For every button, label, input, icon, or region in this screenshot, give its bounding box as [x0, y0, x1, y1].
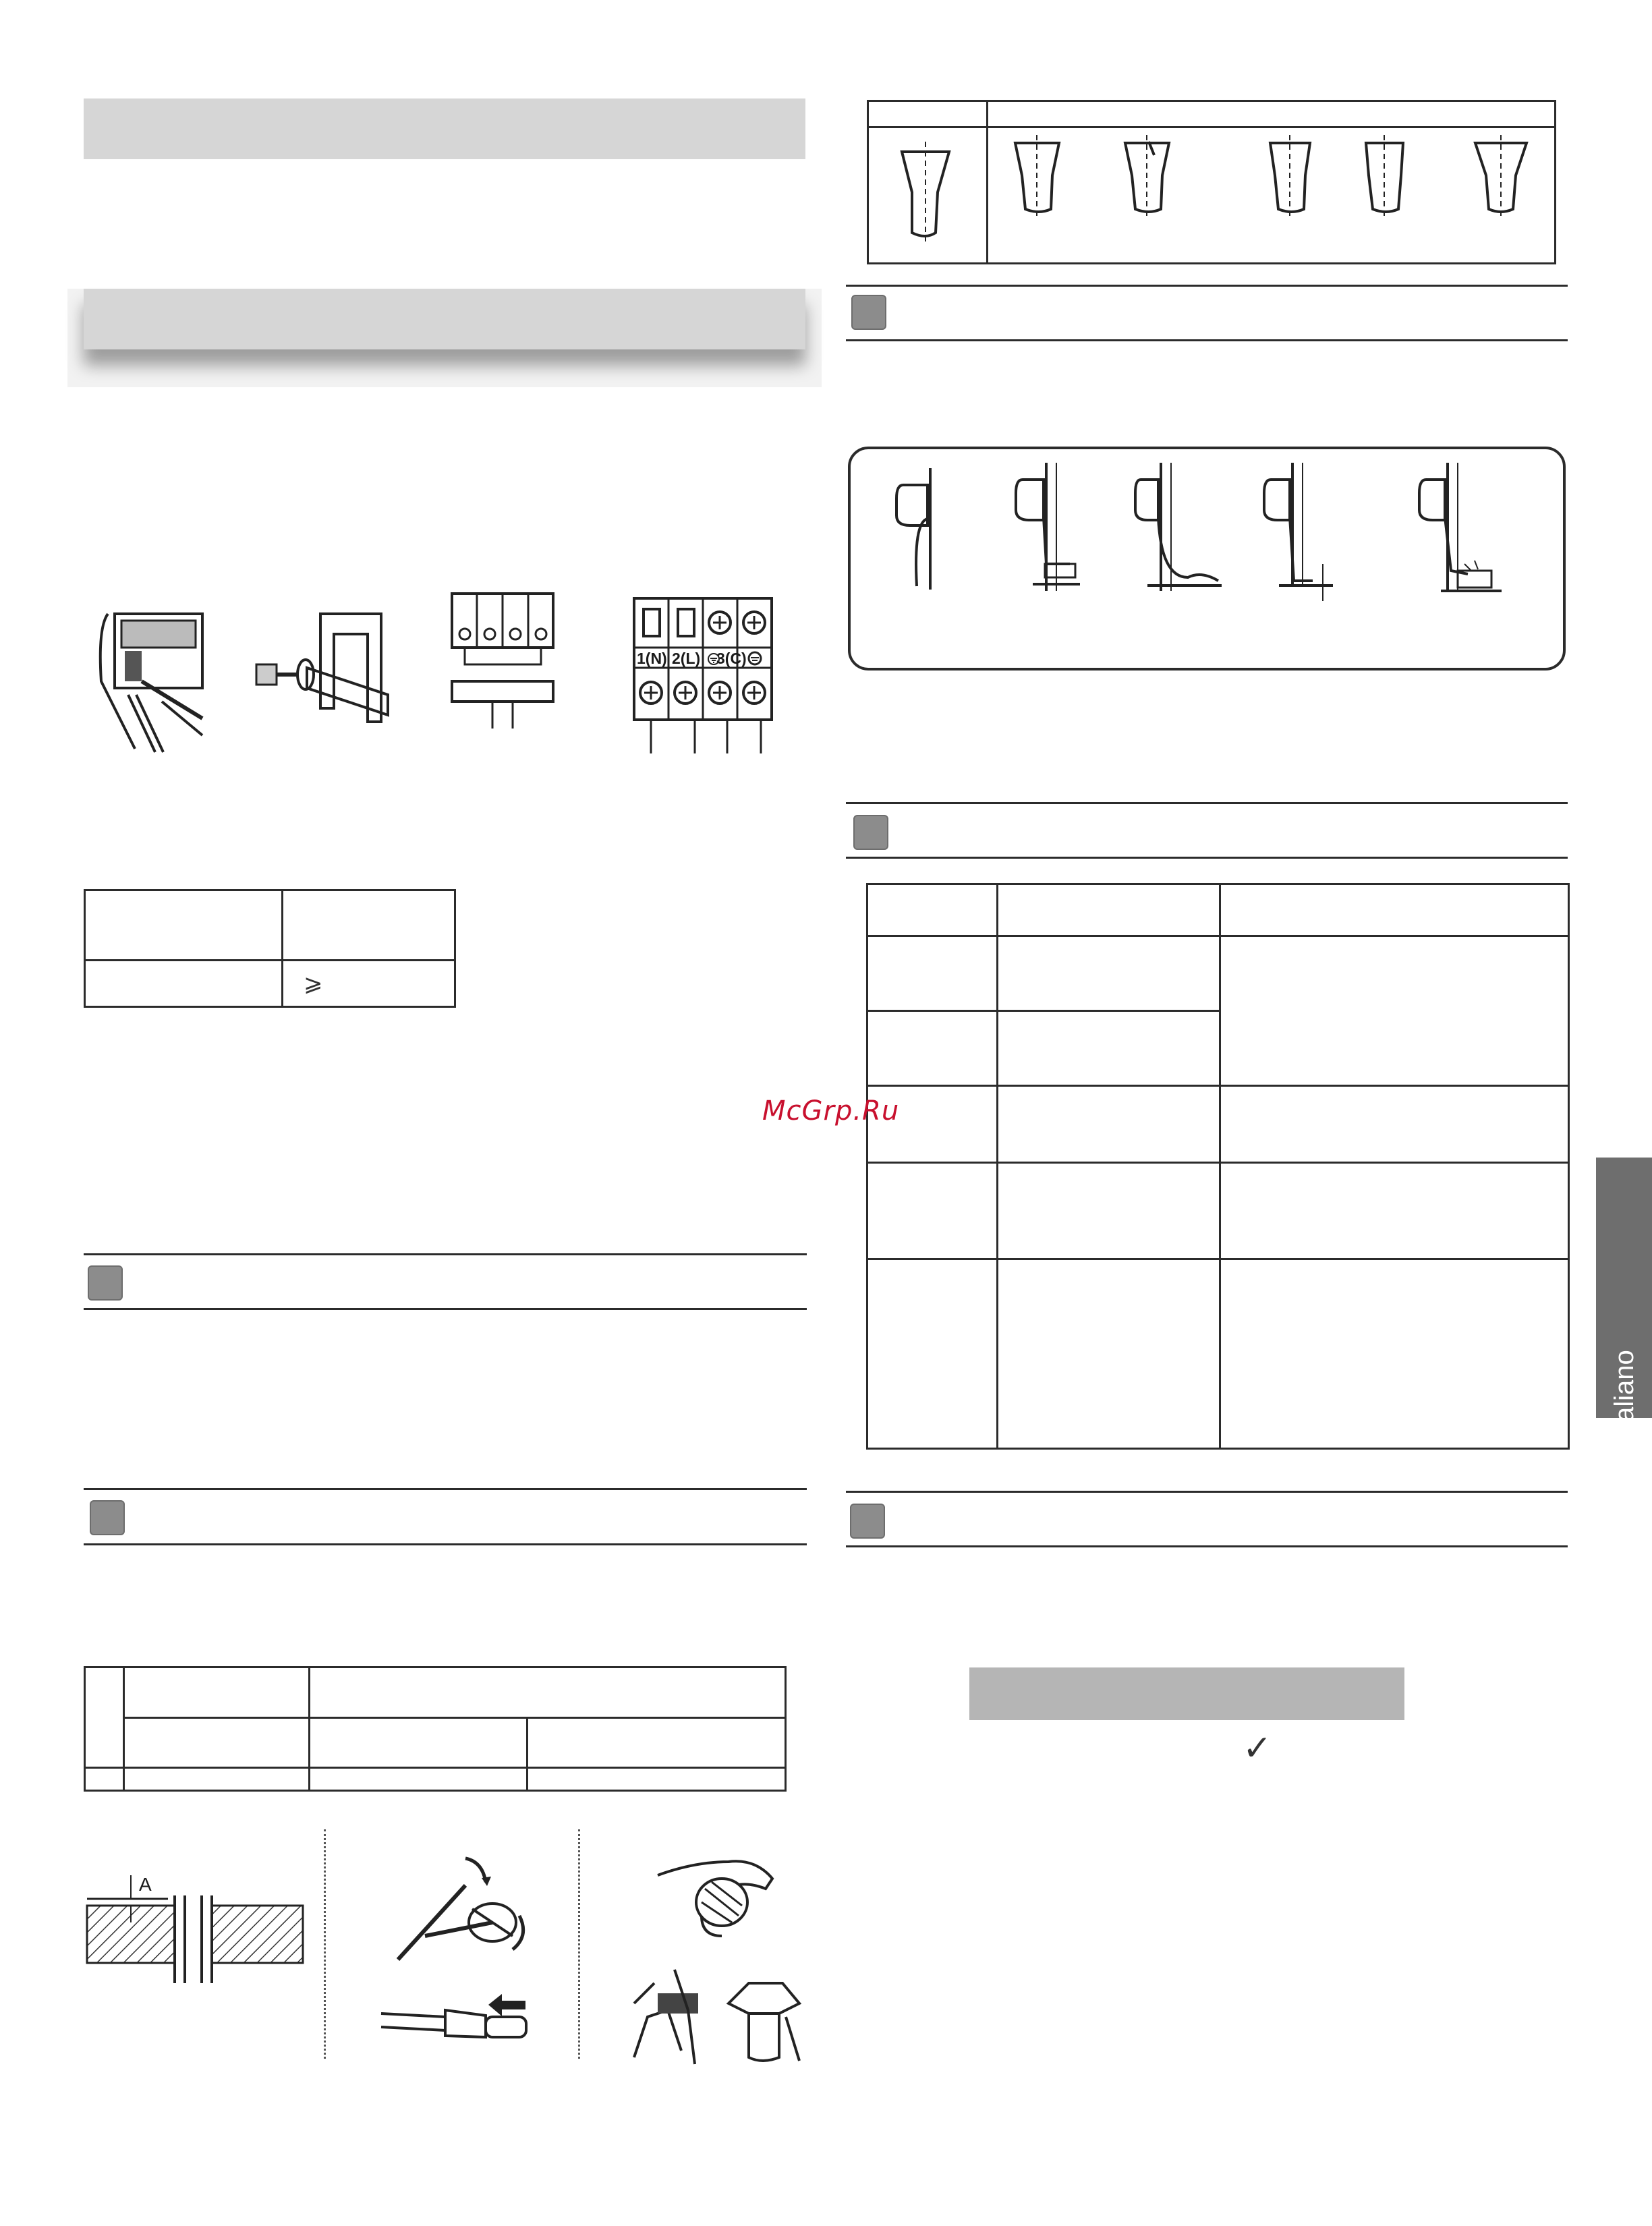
terminal-label-3c: 3(C) [716, 650, 747, 667]
section-rule-bottom [84, 1308, 807, 1310]
incorrect-flare-figure [1359, 135, 1410, 216]
greater-equal-symbol: ⩾ [304, 971, 323, 996]
drain-pipe-panel [848, 447, 1566, 670]
pipe-spec-table [84, 1666, 787, 1792]
shadowed-header-bar [84, 289, 805, 349]
section-marker-icon [90, 1500, 125, 1535]
section-rule-top [846, 802, 1568, 804]
section-marker-icon [851, 295, 886, 330]
watermark-text: McGrp.Ru [762, 1095, 900, 1126]
section-marker-icon [88, 1265, 123, 1301]
wire-table-header-left [85, 890, 283, 961]
section-rule-bottom [846, 1545, 1568, 1547]
section-rule-bottom [846, 339, 1568, 341]
clamp-screw-figure [253, 607, 395, 729]
drain-figure-2 [1006, 463, 1080, 591]
section-rule-top [846, 285, 1568, 287]
incorrect-flare-figure [1122, 135, 1172, 216]
incorrect-flare-figure [1474, 135, 1528, 216]
ground-icon [747, 651, 762, 666]
dotted-separator [324, 1829, 326, 2059]
troubleshooting-table [866, 883, 1570, 1450]
terminal-connector-figure [449, 590, 557, 729]
hand-tool-figure [654, 1848, 776, 1943]
drain-figure-1 [883, 468, 944, 590]
correct-flare-figure [899, 142, 952, 243]
incorrect-flare-figure [1012, 135, 1062, 216]
check-icon: ✓ [1243, 1728, 1272, 1769]
language-side-tab [1596, 1158, 1652, 1422]
dotted-separator [578, 1829, 580, 2059]
terminal-label-2l: 2(L) [672, 650, 701, 667]
pipe-deburr-figure [378, 1990, 533, 2051]
section-marker-icon [850, 1504, 885, 1539]
drain-figure-5 [1414, 463, 1502, 598]
section-rule-bottom [84, 1543, 807, 1545]
drain-figure-4 [1259, 463, 1333, 604]
indoor-unit-wiring-figure [94, 600, 209, 755]
section-header-bar [84, 98, 805, 159]
wire-table-cell-left [85, 961, 283, 1007]
drain-figure-3 [1134, 463, 1222, 591]
section-rule-top [846, 1491, 1568, 1493]
terminal-label-1n: 1(N) [637, 650, 667, 667]
wire-table-cell-right [283, 961, 455, 1007]
terminal-block-figure [633, 597, 773, 753]
wire-table-header-right [283, 890, 455, 961]
incorrect-flare-figure [1265, 135, 1315, 216]
flare-check-table [867, 100, 1556, 264]
section-marker-icon [853, 815, 888, 850]
flare-dimension-label: A [139, 1874, 152, 1895]
section-rule-top [84, 1253, 807, 1255]
pipe-cutter-figure [391, 1848, 546, 1966]
flare-depth-figure [84, 1868, 306, 1990]
language-tab-label: aliano [1610, 1350, 1639, 1422]
section-rule-bottom [846, 857, 1568, 859]
section-rule-top [84, 1488, 807, 1490]
wire-spec-table [84, 889, 456, 1008]
flaring-tool-figure [627, 1963, 803, 2064]
ground-icon [707, 652, 720, 666]
result-bar [969, 1667, 1404, 1720]
